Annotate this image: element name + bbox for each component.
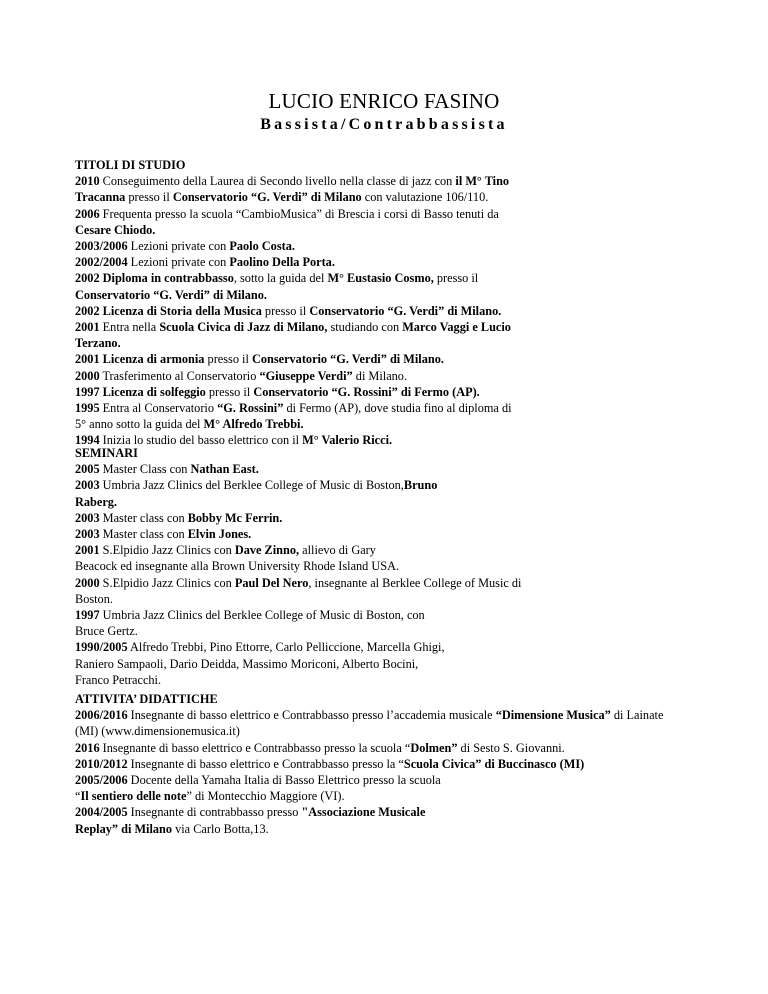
bold-text: M° Eustasio Cosmo, <box>327 271 434 286</box>
bold-text: Marco Vaggi e Lucio <box>402 320 511 335</box>
bold-text: Nathan East. <box>190 462 259 477</box>
entry-line <box>75 189 715 205</box>
text: , insegnante al Berklee College of Music di <box>308 575 522 590</box>
bold-text: Elvin Jones. <box>187 527 252 542</box>
bold-text: Bobby Mc Ferrin. <box>187 510 283 525</box>
bold-text: “Dimensione Musica” <box>495 708 611 723</box>
text: di Fermo (AP), dove studia fino al diploma di <box>283 401 512 416</box>
section-title: TITOLI DI STUDIO <box>75 158 186 172</box>
entry-line <box>75 591 715 607</box>
entry-line <box>75 575 715 591</box>
text: Master Class con <box>99 462 191 477</box>
bold-text: 2016 <box>75 740 100 755</box>
text: allievo di Gary <box>299 543 376 558</box>
text: Alfredo Trebbi, Pino Ettorre, Carlo Pelliccione, Marcella Ghigi, <box>127 640 445 655</box>
bold-text: "Associazione Musicale <box>301 805 426 820</box>
bold-text: 2006/2016 <box>75 708 128 723</box>
bold-text: Raberg. <box>75 494 118 509</box>
section-seminari <box>75 445 715 688</box>
text: “ <box>75 789 81 804</box>
entry-line <box>75 477 715 493</box>
bold-text: 1990/2005 <box>75 640 128 655</box>
entry-line <box>75 772 695 788</box>
entry-line <box>75 494 715 510</box>
entry-line <box>75 756 695 772</box>
bold-text: 1994 <box>75 433 100 448</box>
entry-line <box>75 400 715 416</box>
section-lines <box>75 461 715 688</box>
entry-line <box>75 607 715 623</box>
entry-line <box>75 510 715 526</box>
entry-line <box>75 206 715 222</box>
text: studiando con <box>327 320 403 335</box>
entry-line <box>75 384 715 400</box>
text: Boston. <box>75 591 113 606</box>
text: Entra nella <box>99 320 160 335</box>
bold-text: Cesare Chiodo. <box>75 222 156 237</box>
entry-line <box>75 639 715 655</box>
entry-line <box>75 740 695 756</box>
text: Master class con <box>99 510 188 525</box>
entry-line <box>75 526 715 542</box>
entry-line <box>75 351 715 367</box>
bold-text: Dave Zinno, <box>234 543 300 558</box>
text: S.Elpidio Jazz Clinics con <box>99 543 235 558</box>
entry-line <box>75 723 695 739</box>
text: Insegnante di basso elettrico e Contrabbasso presso la “ <box>127 756 404 771</box>
bold-text: 1997 <box>75 608 100 623</box>
text: Insegnante di basso elettrico e Contrabbasso presso la scuola “ <box>99 740 411 755</box>
text: presso il <box>261 303 310 318</box>
bold-text: 2003 <box>75 478 100 493</box>
entry-line <box>75 238 715 254</box>
bold-text: 2010/2012 <box>75 756 128 771</box>
section-lines <box>75 707 695 837</box>
entry-line <box>75 270 715 286</box>
entry-line <box>75 287 715 303</box>
text: ” di Montecchio Maggiore (VI). <box>186 789 345 804</box>
bold-text: Replay” di Milano <box>75 821 173 836</box>
bold-text: Conservatorio “G. Rossini” di Fermo (AP). <box>253 384 480 399</box>
bold-text: 2000 <box>75 368 100 383</box>
text: Trasferimento al Conservatorio <box>99 368 260 383</box>
bold-text: M° Alfredo Trebbi. <box>203 417 304 432</box>
text: presso il <box>125 190 173 205</box>
entry-line <box>75 656 715 672</box>
bold-text: M° Valerio Ricci. <box>302 433 393 448</box>
text: Entra al Conservatorio <box>99 401 218 416</box>
entry-line <box>75 542 715 558</box>
entry-line <box>75 319 715 335</box>
entry-line <box>75 254 715 270</box>
bold-text: 1995 <box>75 401 100 416</box>
entry-line <box>75 416 715 432</box>
text: Beacock ed insegnante alla Brown University Rhode Island USA. <box>75 559 400 574</box>
bold-text: Tracanna <box>75 190 126 205</box>
text: , sotto la guida del <box>233 271 328 286</box>
entry-line <box>75 821 695 837</box>
text: via Carlo Botta,13. <box>172 821 269 836</box>
entry-line <box>75 804 695 820</box>
section-attivita-didattiche <box>75 691 695 837</box>
text: di Milano. <box>352 368 408 383</box>
bold-text: il M° Tino <box>455 174 510 189</box>
bold-text: 2010 <box>75 174 100 189</box>
text: Umbria Jazz Clinics del Berklee College of Music di Boston, <box>99 478 404 493</box>
text: Insegnante di contrabbasso presso <box>127 805 302 820</box>
text: (MI) (www.dimensionemusica.it) <box>75 724 240 739</box>
bold-text: Scuola Civica di Jazz di Milano, <box>159 320 328 335</box>
text: Bruce Gertz. <box>75 624 138 639</box>
text: 5° anno sotto la guida del <box>75 417 204 432</box>
bold-text: 2005/2006 <box>75 773 128 788</box>
text: Conseguimento della Laurea di Secondo livello nella classe di jazz con <box>99 174 456 189</box>
entry-line <box>75 558 715 574</box>
text: con valutazione 106/110. <box>361 190 489 205</box>
bold-text: 2003 <box>75 510 100 525</box>
text: Franco Petracchi. <box>75 672 162 687</box>
text: Raniero Sampaoli, Dario Deidda, Massimo Moriconi, Alberto Bocini, <box>75 656 419 671</box>
bold-text: Conservatorio “G. Verdi” di Milano <box>172 190 362 205</box>
bold-text: Bruno <box>403 478 438 493</box>
bold-text: 2002 Diploma in contrabbasso <box>75 271 234 286</box>
entry-line <box>75 672 715 688</box>
bold-text: 2002 Licenza di Storia della Musica <box>75 303 262 318</box>
bold-text: 2001 Licenza di armonia <box>75 352 205 367</box>
bold-text: 2003 <box>75 527 100 542</box>
text: Lezioni private con <box>127 255 230 270</box>
bold-text: 1997 Licenza di solfeggio <box>75 384 206 399</box>
entry-line <box>75 707 695 723</box>
bold-text: 2006 <box>75 206 100 221</box>
bold-text: Scuola Civica” di Buccinasco (MI) <box>403 756 585 771</box>
text: Lezioni private con <box>127 239 230 254</box>
text: presso il <box>433 271 479 286</box>
bold-text: Terzano. <box>75 336 121 351</box>
bold-text: Conservatorio “G. Verdi” di Milano. <box>75 287 267 302</box>
entry-line <box>75 173 715 189</box>
entry-line <box>75 222 715 238</box>
bold-text: Dolmen” <box>410 740 458 755</box>
bold-text: Conservatorio “G. Verdi” di Milano. <box>309 303 502 318</box>
text: di Lainate <box>610 708 664 723</box>
bold-text: 2000 <box>75 575 100 590</box>
text: Frequenta presso la scuola “CambioMusica” di Brescia i corsi di Basso tenuti da <box>99 206 499 221</box>
text: Docente della Yamaha Italia di Basso Elettrico presso la scuola <box>127 773 441 788</box>
text: presso il <box>204 352 252 367</box>
bold-text: “G. Rossini” <box>217 401 284 416</box>
entry-line <box>75 623 715 639</box>
entry-line <box>75 303 715 319</box>
text: presso il <box>205 384 254 399</box>
entry-line <box>75 788 695 804</box>
bold-text: Conservatorio “G. Verdi” di Milano. <box>251 352 444 367</box>
bold-text: Paolo Costa. <box>229 239 295 254</box>
bold-text: Il sentiero delle note <box>80 789 187 804</box>
bold-text: 2004/2005 <box>75 805 128 820</box>
text: di Sesto S. Giovanni. <box>457 740 565 755</box>
bold-text: “Giuseppe Verdi” <box>259 368 353 383</box>
bold-text: Paul Del Nero <box>234 575 309 590</box>
entry-line <box>75 461 715 477</box>
section-titoli-di-studio <box>75 157 715 449</box>
section-lines <box>75 173 715 448</box>
bold-text: 2003/2006 <box>75 239 128 254</box>
text: S.Elpidio Jazz Clinics con <box>99 575 235 590</box>
bold-text: 2001 <box>75 543 100 558</box>
text: Master class con <box>99 527 188 542</box>
section-title: SEMINARI <box>75 446 138 460</box>
entry-line <box>75 335 715 351</box>
section-title: ATTIVITA’ DIDATTICHE <box>75 692 218 706</box>
bold-text: 2002/2004 <box>75 255 128 270</box>
bold-text: Paolino Della Porta. <box>229 255 335 270</box>
bold-text: 2005 <box>75 462 100 477</box>
text: Umbria Jazz Clinics del Berklee College of Music di Boston, con <box>99 608 425 623</box>
cv-subtitle: Bassista/Contrabbassista <box>260 116 508 133</box>
cv-name: LUCIO ENRICO FASINO <box>268 89 500 113</box>
text: Inizia lo studio del basso elettrico con il <box>99 433 303 448</box>
bold-text: 2001 <box>75 320 100 335</box>
text: Insegnante di basso elettrico e Contrabbasso presso l’accademia musicale <box>127 708 496 723</box>
entry-line <box>75 368 715 384</box>
